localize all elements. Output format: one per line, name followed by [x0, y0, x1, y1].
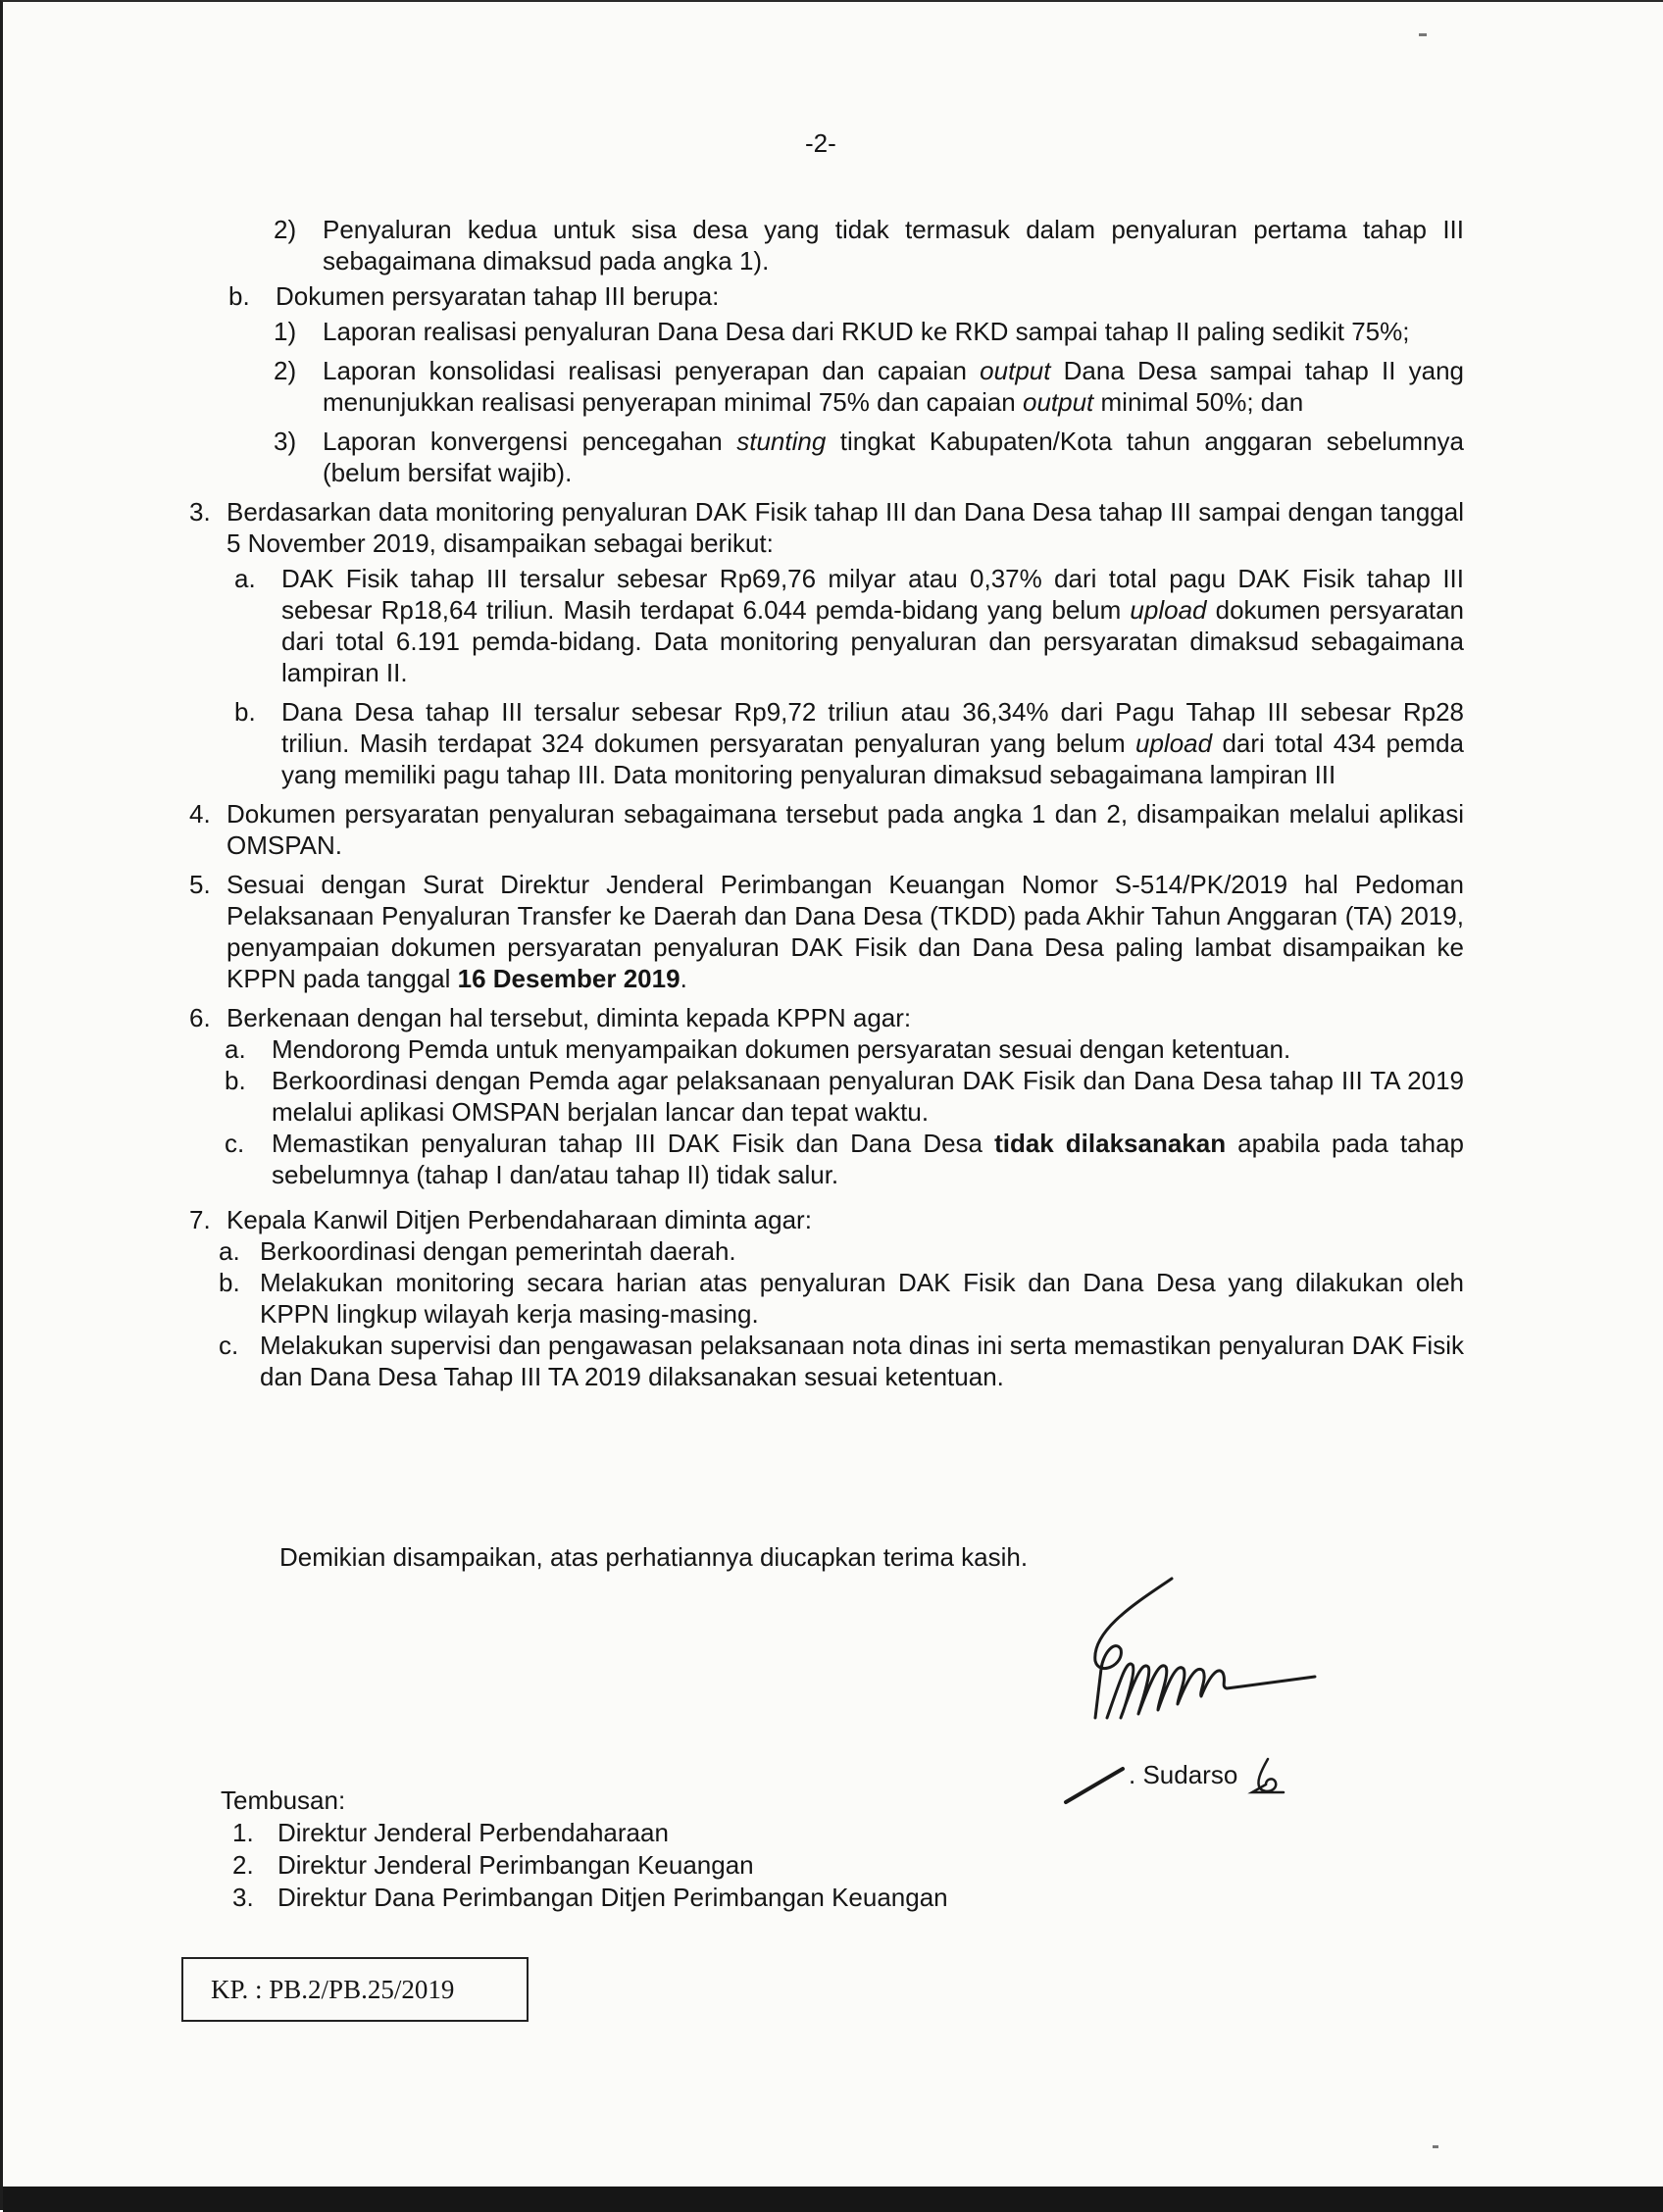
item-number: 3.: [189, 497, 211, 527]
item-number: 3): [274, 427, 297, 456]
list-item: [179, 563, 1464, 688]
list-item: [179, 355, 1464, 418]
list-item: [179, 1002, 1464, 1033]
item-text: Melakukan monitoring secara harian atas penyaluran DAK Fisik dan Dana Desa yang dilakukan oleh KPPN lingkup wilayah kerja masing-masing.: [260, 1268, 1464, 1329]
list-item: [179, 696, 1464, 790]
item-text: Sesuai dengan Surat Direktur Jenderal Perimbangan Keuangan Nomor S-514/PK/2019 hal Pedoman Pelaksanaan Penyaluran Transfer ke Daerah dan Dana Desa (TKDD) pada Akhir Tahun Anggaran (TA) 2019, penyampaian dokumen persyaratan penyaluran DAK Fisik dan Dana Desa paling lambat disampaikan ke KPPN pada tanggal 16 Desember 2019.: [227, 870, 1464, 993]
list-item: [179, 426, 1464, 488]
item-text: DAK Fisik tahap III tersalur sebesar Rp69,76 milyar atau 0,37% dari total pagu DAK Fisik tahap III sebesar Rp18,64 triliun. Masih terdapat 6.044 pemda-bidang yang belum upload dokumen persyaratan dari total 6.191 pemda-bidang. Data monitoring penyaluran dan persyaratan dimaksud sebagaimana lampiran II.: [281, 564, 1464, 687]
list-item: [179, 214, 1464, 276]
list-item: [179, 798, 1464, 861]
list-item: 2. Direktur Jenderal Perimbangan Keuangan: [232, 1850, 754, 1880]
list-item: [179, 869, 1464, 994]
list-item: [179, 316, 1464, 347]
item-number: c.: [225, 1129, 245, 1158]
list-item: [179, 1330, 1464, 1392]
list-item: [179, 1235, 1464, 1267]
closing-sentence: Demikian disampaikan, atas perhatiannya diucapkan terima kasih.: [279, 1542, 1029, 1572]
item-number: b.: [234, 697, 256, 727]
list-item: [179, 1267, 1464, 1330]
list-item: [179, 496, 1464, 559]
handwritten-signature: [1082, 1571, 1336, 1737]
list-item: [179, 280, 1464, 312]
item-text: Melakukan supervisi dan pengawasan pelaksanaan nota dinas ini serta memastikan penyaluran DAK Fisik dan Dana Desa Tahap III TA 2019 dilaksanakan sesuai ketentuan.: [260, 1331, 1464, 1391]
item-number: 2): [274, 356, 297, 385]
item-number: b.: [225, 1066, 246, 1095]
list-item: 3. Direktur Dana Perimbangan Ditjen Perimbangan Keuangan: [232, 1883, 948, 1912]
list-item: [179, 1065, 1464, 1128]
list-item: [179, 1033, 1464, 1065]
tembusan-section: [221, 1785, 1103, 1914]
item-number: b.: [219, 1268, 240, 1297]
item-text: Berkoordinasi dengan pemerintah daerah.: [260, 1236, 736, 1266]
paraf-mark: [1246, 1755, 1289, 1796]
item-text: Dana Desa tahap III tersalur sebesar Rp9,72 triliun atau 36,34% dari Pagu Tahap III sebesar Rp28 triliun. Masih terdapat 324 dokumen persyaratan penyaluran yang belum upload dari total 434 pemda yang memiliki pagu tahap III. Data monitoring penyaluran dimaksud sebagaimana lampiran III: [281, 697, 1464, 789]
item-number: 2): [274, 215, 297, 244]
item-text: Laporan realisasi penyaluran Dana Desa dari RKUD ke RKD sampai tahap II paling sedikit 75%;: [323, 317, 1410, 346]
page-number: -2-: [805, 128, 836, 158]
item-number: 7.: [189, 1205, 211, 1234]
item-text: Memastikan penyaluran tahap III DAK Fisik dan Dana Desa tidak dilaksanakan apabila pada tahap sebelumnya (tahap I dan/atau tahap II) tidak salur.: [272, 1129, 1464, 1189]
item-text: Dokumen persyaratan penyaluran sebagaimana tersebut pada angka 1 dan 2, disampaikan melalui aplikasi OMSPAN.: [227, 799, 1464, 860]
scan-border: [3, 2187, 1663, 2212]
item-number: 4.: [189, 799, 211, 829]
item-text: Laporan konvergensi pencegahan stunting tingkat Kabupaten/Kota tahun anggaran sebelumnya (belum bersifat wajib).: [323, 427, 1464, 487]
list-item: [179, 1204, 1464, 1235]
item-text: Mendorong Pemda untuk menyampaikan dokumen persyaratan sesuai dengan ketentuan.: [272, 1034, 1291, 1064]
scan-speck: [1433, 2145, 1438, 2148]
item-text: Berdasarkan data monitoring penyaluran DAK Fisik tahap III dan Dana Desa tahap III sampai dengan tanggal 5 November 2019, disampaikan sebagai berikut:: [227, 497, 1464, 558]
item-number: a.: [219, 1236, 240, 1266]
item-text: Laporan konsolidasi realisasi penyerapan dan capaian output Dana Desa sampai tahap II yang menunjukkan realisasi penyerapan minimal 75% dan capaian output minimal 50%; dan: [323, 356, 1464, 417]
letter-body: [179, 214, 1464, 1392]
item-text: Berkoordinasi dengan Pemda agar pelaksanaan penyaluran DAK Fisik dan Dana Desa tahap III TA 2019 melalui aplikasi OMSPAN berjalan lancar dan tepat waktu.: [272, 1066, 1464, 1127]
item-number: 1): [274, 317, 297, 346]
item-number: b.: [228, 281, 250, 311]
list-item: [179, 1128, 1464, 1190]
item-number: a.: [234, 564, 256, 593]
reference-code-box: KP. : PB.2/PB.25/2019: [181, 1957, 529, 2022]
item-text: Penyaluran kedua untuk sisa desa yang tidak termasuk dalam penyaluran pertama tahap III sebagaimana dimaksud pada angka 1).: [323, 215, 1464, 276]
item-number: 6.: [189, 1003, 211, 1032]
item-number: c.: [219, 1331, 239, 1360]
scan-speck: [1419, 33, 1427, 36]
item-number: 5.: [189, 870, 211, 899]
item-text: Berkenaan dengan hal tersebut, diminta kepada KPPN agar:: [227, 1003, 912, 1032]
item-text: Dokumen persyaratan tahap III berupa:: [276, 281, 720, 311]
tembusan-title: Tembusan:: [221, 1785, 346, 1815]
signatory-name: . Sudarso: [1129, 1760, 1238, 1789]
item-number: a.: [225, 1034, 246, 1064]
item-text: Kepala Kanwil Ditjen Perbendaharaan diminta agar:: [227, 1205, 812, 1234]
list-item: 1. Direktur Jenderal Perbendaharaan: [232, 1818, 669, 1847]
